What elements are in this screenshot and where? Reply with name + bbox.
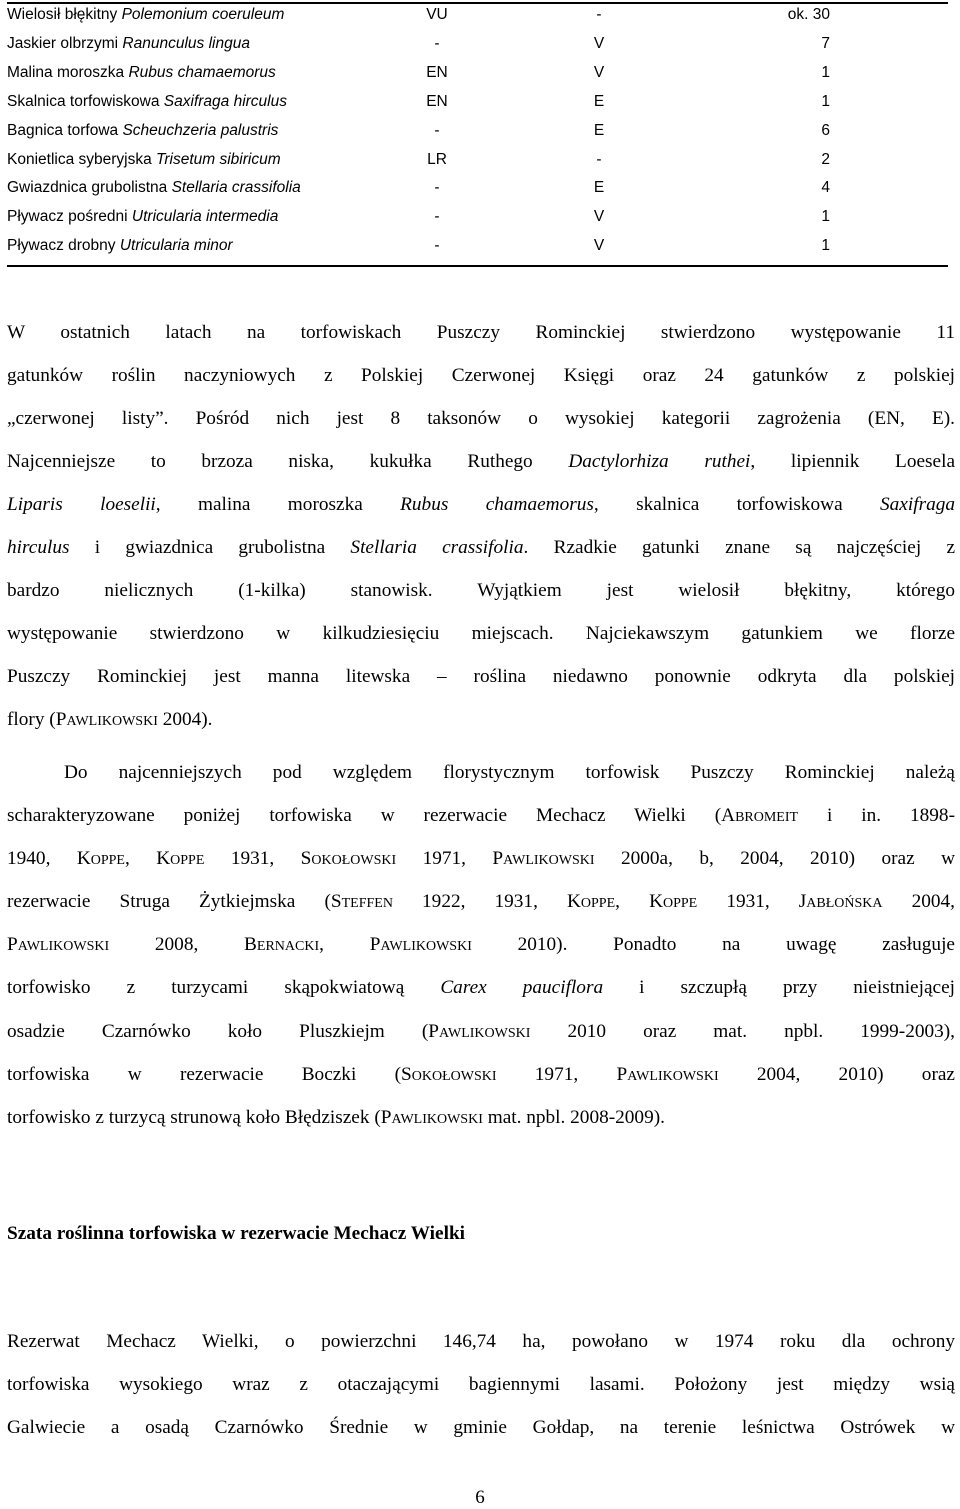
- species-name: Wielosił błękitny Polemonium coeruleum: [7, 6, 285, 23]
- text-line: Galwiecie a osadą Czarnówko Średnie w gminie Gołdap, na terenie leśnictwa Ostrówek w: [7, 1417, 955, 1438]
- category-red-book: LR: [427, 150, 447, 168]
- text-line: torfowiska w rezerwacie Boczki (Sokołowski 1971, Pawlikowski 2004, 2010) oraz: [7, 1063, 955, 1085]
- category-red-list: V: [593, 34, 605, 52]
- author-name: Pawlikowski: [55, 709, 158, 730]
- text-line: scharakteryzowane poniżej torfowiska w rezerwacie Mechacz Wielki (Abromeit i in. 1898-: [7, 805, 955, 827]
- site-count: ok. 30: [787, 6, 830, 23]
- species-name: Skalnica torfowiskowa Saxifraga hirculus: [7, 92, 287, 110]
- latin-name: Dactylorhiza ruthei: [568, 451, 751, 472]
- paragraph-1: [7, 311, 955, 741]
- latin-name: Saxifraga hirculus: [163, 92, 287, 110]
- author-name: Sokołowski: [401, 1063, 497, 1085]
- species-name: Pływacz pośredni Utricularia intermedia: [7, 208, 279, 226]
- category-red-book: -: [434, 208, 440, 226]
- category-red-list: -: [596, 6, 602, 23]
- table-row: [7, 146, 948, 174]
- latin-name: Polemonium coeruleum: [121, 6, 285, 23]
- author-name: Koppe: [76, 848, 125, 870]
- table-row: [7, 30, 948, 58]
- text-line: flory (Pawlikowski 2004).: [7, 709, 213, 730]
- author-name: Jabłońska: [798, 891, 883, 913]
- category-red-list: V: [593, 208, 605, 226]
- text-line: Puszczy Rominckiej jest manna litewska – roślina niedawno ponownie odkryta dla polskiej: [7, 666, 955, 687]
- author-name: Pawlikowski: [380, 1106, 483, 1128]
- text-line: występowanie stwierdzono w kilkudziesięciu miejscach. Najciekawszym gatunkiem we florze: [7, 623, 955, 644]
- section-heading: Szata roślinna torfowiska w rezerwacie Mechacz Wielki: [7, 1223, 466, 1244]
- table-row: [7, 174, 948, 202]
- text-line: rezerwacie Struga Żytkiejmska (Steffen 1922, 1931, Koppe, Koppe 1931, Jabłońska 2004,: [7, 891, 955, 913]
- category-red-book: VU: [426, 6, 448, 23]
- species-name: Malina moroszka Rubus chamaemorus: [7, 63, 276, 81]
- table-row: [7, 88, 948, 116]
- species-name: Bagnica torfowa Scheuchzeria palustris: [7, 121, 279, 139]
- latin-name: Rubus chamaemorus: [128, 63, 276, 81]
- category-red-book: -: [434, 34, 440, 52]
- category-red-list: V: [593, 63, 605, 81]
- latin-name: Liparis loeselii: [7, 494, 156, 515]
- text-line: osadzie Czarnówko koło Pluszkiejm (Pawlikowski 2010 oraz mat. npbl. 1999-2003),: [7, 1020, 956, 1042]
- table-row: [7, 1, 948, 29]
- site-count: 1: [821, 92, 830, 110]
- page-number: 6: [475, 1487, 485, 1508]
- text-line: torfowisko z turzycami skąpokwiatową Carex pauciflora i szczupłą przy nieistniejącej: [7, 977, 955, 999]
- paragraph-3: [7, 1320, 955, 1449]
- table-bottom-rule: [7, 265, 948, 267]
- text-line: gatunków roślin naczyniowych z Polskiej Czerwonej Księgi oraz 24 gatunków z polskiej: [7, 365, 955, 386]
- author-name: Pawlikowski: [492, 848, 595, 870]
- site-count: 4: [821, 179, 830, 197]
- text-line: 1940, Koppe, Koppe 1931, Sokołowski 1971, Pawlikowski 2000a, b, 2004, 2010) oraz w: [7, 848, 955, 870]
- category-red-list: -: [596, 150, 602, 168]
- author-name: Koppe: [156, 848, 205, 870]
- table-row: [7, 59, 948, 87]
- latin-name: Rubus chamaemorus: [400, 494, 594, 515]
- table-row: [7, 232, 948, 260]
- latin-name: Carex pauciflora: [440, 977, 604, 999]
- author-name: Bernacki: [244, 934, 320, 956]
- category-red-list: E: [593, 92, 605, 110]
- site-count: 1: [821, 237, 830, 255]
- latin-name: Ranunculus lingua: [122, 34, 250, 52]
- site-count: 6: [821, 121, 830, 139]
- text-line: Najcenniejsze to brzoza niska, kukułka Ruthego Dactylorhiza ruthei, lipiennik Loesela: [7, 451, 955, 472]
- author-name: Pawlikowski: [7, 934, 110, 956]
- category-red-book: -: [434, 237, 440, 255]
- author-name: Koppe: [649, 891, 698, 913]
- author-name: Abromeit: [721, 805, 799, 827]
- author-name: Pawlikowski: [369, 934, 472, 956]
- category-red-list: E: [593, 179, 605, 197]
- text-line: Liparis loeselii, malina moroszka Rubus chamaemorus, skalnica torfowiskowa Saxifraga: [7, 494, 955, 515]
- category-red-book: -: [434, 121, 440, 139]
- latin-name: Stellaria crassifolia: [350, 537, 524, 558]
- latin-name: Utricularia intermedia: [131, 208, 279, 226]
- text-line: Pawlikowski 2008, Bernacki, Pawlikowski 2010). Ponadto na uwagę zasługuje: [7, 934, 955, 956]
- author-name: Sokołowski: [300, 848, 397, 870]
- category-red-list: E: [593, 121, 605, 139]
- latin-name: Saxifraga: [880, 494, 955, 515]
- site-count: 7: [821, 34, 830, 52]
- text-line: Rezerwat Mechacz Wielki, o powierzchni 146,74 ha, powołano w 1974 roku dla ochrony: [7, 1331, 955, 1352]
- latin-name: Trisetum sibiricum: [156, 150, 281, 168]
- species-name: Pływacz drobny Utricularia minor: [7, 237, 233, 255]
- text-line: hirculus i gwiazdnica grubolistna Stellaria crassifolia. Rzadkie gatunki znane są najczęściej z: [7, 537, 956, 558]
- text-line: „czerwonej listy”. Pośród nich jest 8 taksonów o wysokiej kategorii zagrożenia (EN, E).: [7, 408, 955, 429]
- latin-name: Utricularia minor: [119, 237, 233, 255]
- table-row: [7, 203, 948, 231]
- text-line: W ostatnich latach na torfowiskach Puszczy Rominckiej stwierdzono występowanie 11: [7, 322, 955, 343]
- text-line: Do najcenniejszych pod względem florystycznym torfowisk Puszczy Rominckiej należą: [64, 762, 955, 783]
- author-name: Pawlikowski: [616, 1063, 719, 1085]
- author-name: Koppe: [566, 891, 616, 913]
- paragraph-2: [7, 751, 955, 1139]
- latin-name: Stellaria crassifolia: [171, 179, 301, 197]
- text-line: torfowiska wysokiego wraz z otaczającymi bagiennymi lasami. Położony jest między wsią: [7, 1374, 955, 1395]
- species-name: Gwiazdnica grubolistna Stellaria crassifolia: [7, 179, 301, 197]
- category-red-book: EN: [426, 63, 448, 81]
- site-count: 1: [821, 63, 830, 81]
- species-name: Jaskier olbrzymi Ranunculus lingua: [7, 34, 250, 52]
- text-line: torfowisko z turzycą strunową koło Błędziszek (Pawlikowski mat. npbl. 2008-2009).: [7, 1106, 665, 1128]
- author-name: Steffen: [330, 891, 393, 913]
- table-row: [7, 117, 948, 145]
- species-name: Konietlica syberyjska Trisetum sibiricum: [7, 150, 281, 168]
- latin-name: Scheuchzeria palustris: [122, 121, 279, 139]
- text-line: bardzo nielicznych (1-kilka) stanowisk. Wyjątkiem jest wielosił błękitny, którego: [7, 580, 955, 601]
- category-red-book: -: [434, 179, 440, 197]
- author-name: Pawlikowski: [428, 1020, 531, 1042]
- site-count: 2: [821, 150, 830, 168]
- category-red-book: EN: [426, 92, 448, 110]
- category-red-list: V: [593, 237, 605, 255]
- latin-name: hirculus: [7, 537, 70, 558]
- site-count: 1: [821, 208, 830, 226]
